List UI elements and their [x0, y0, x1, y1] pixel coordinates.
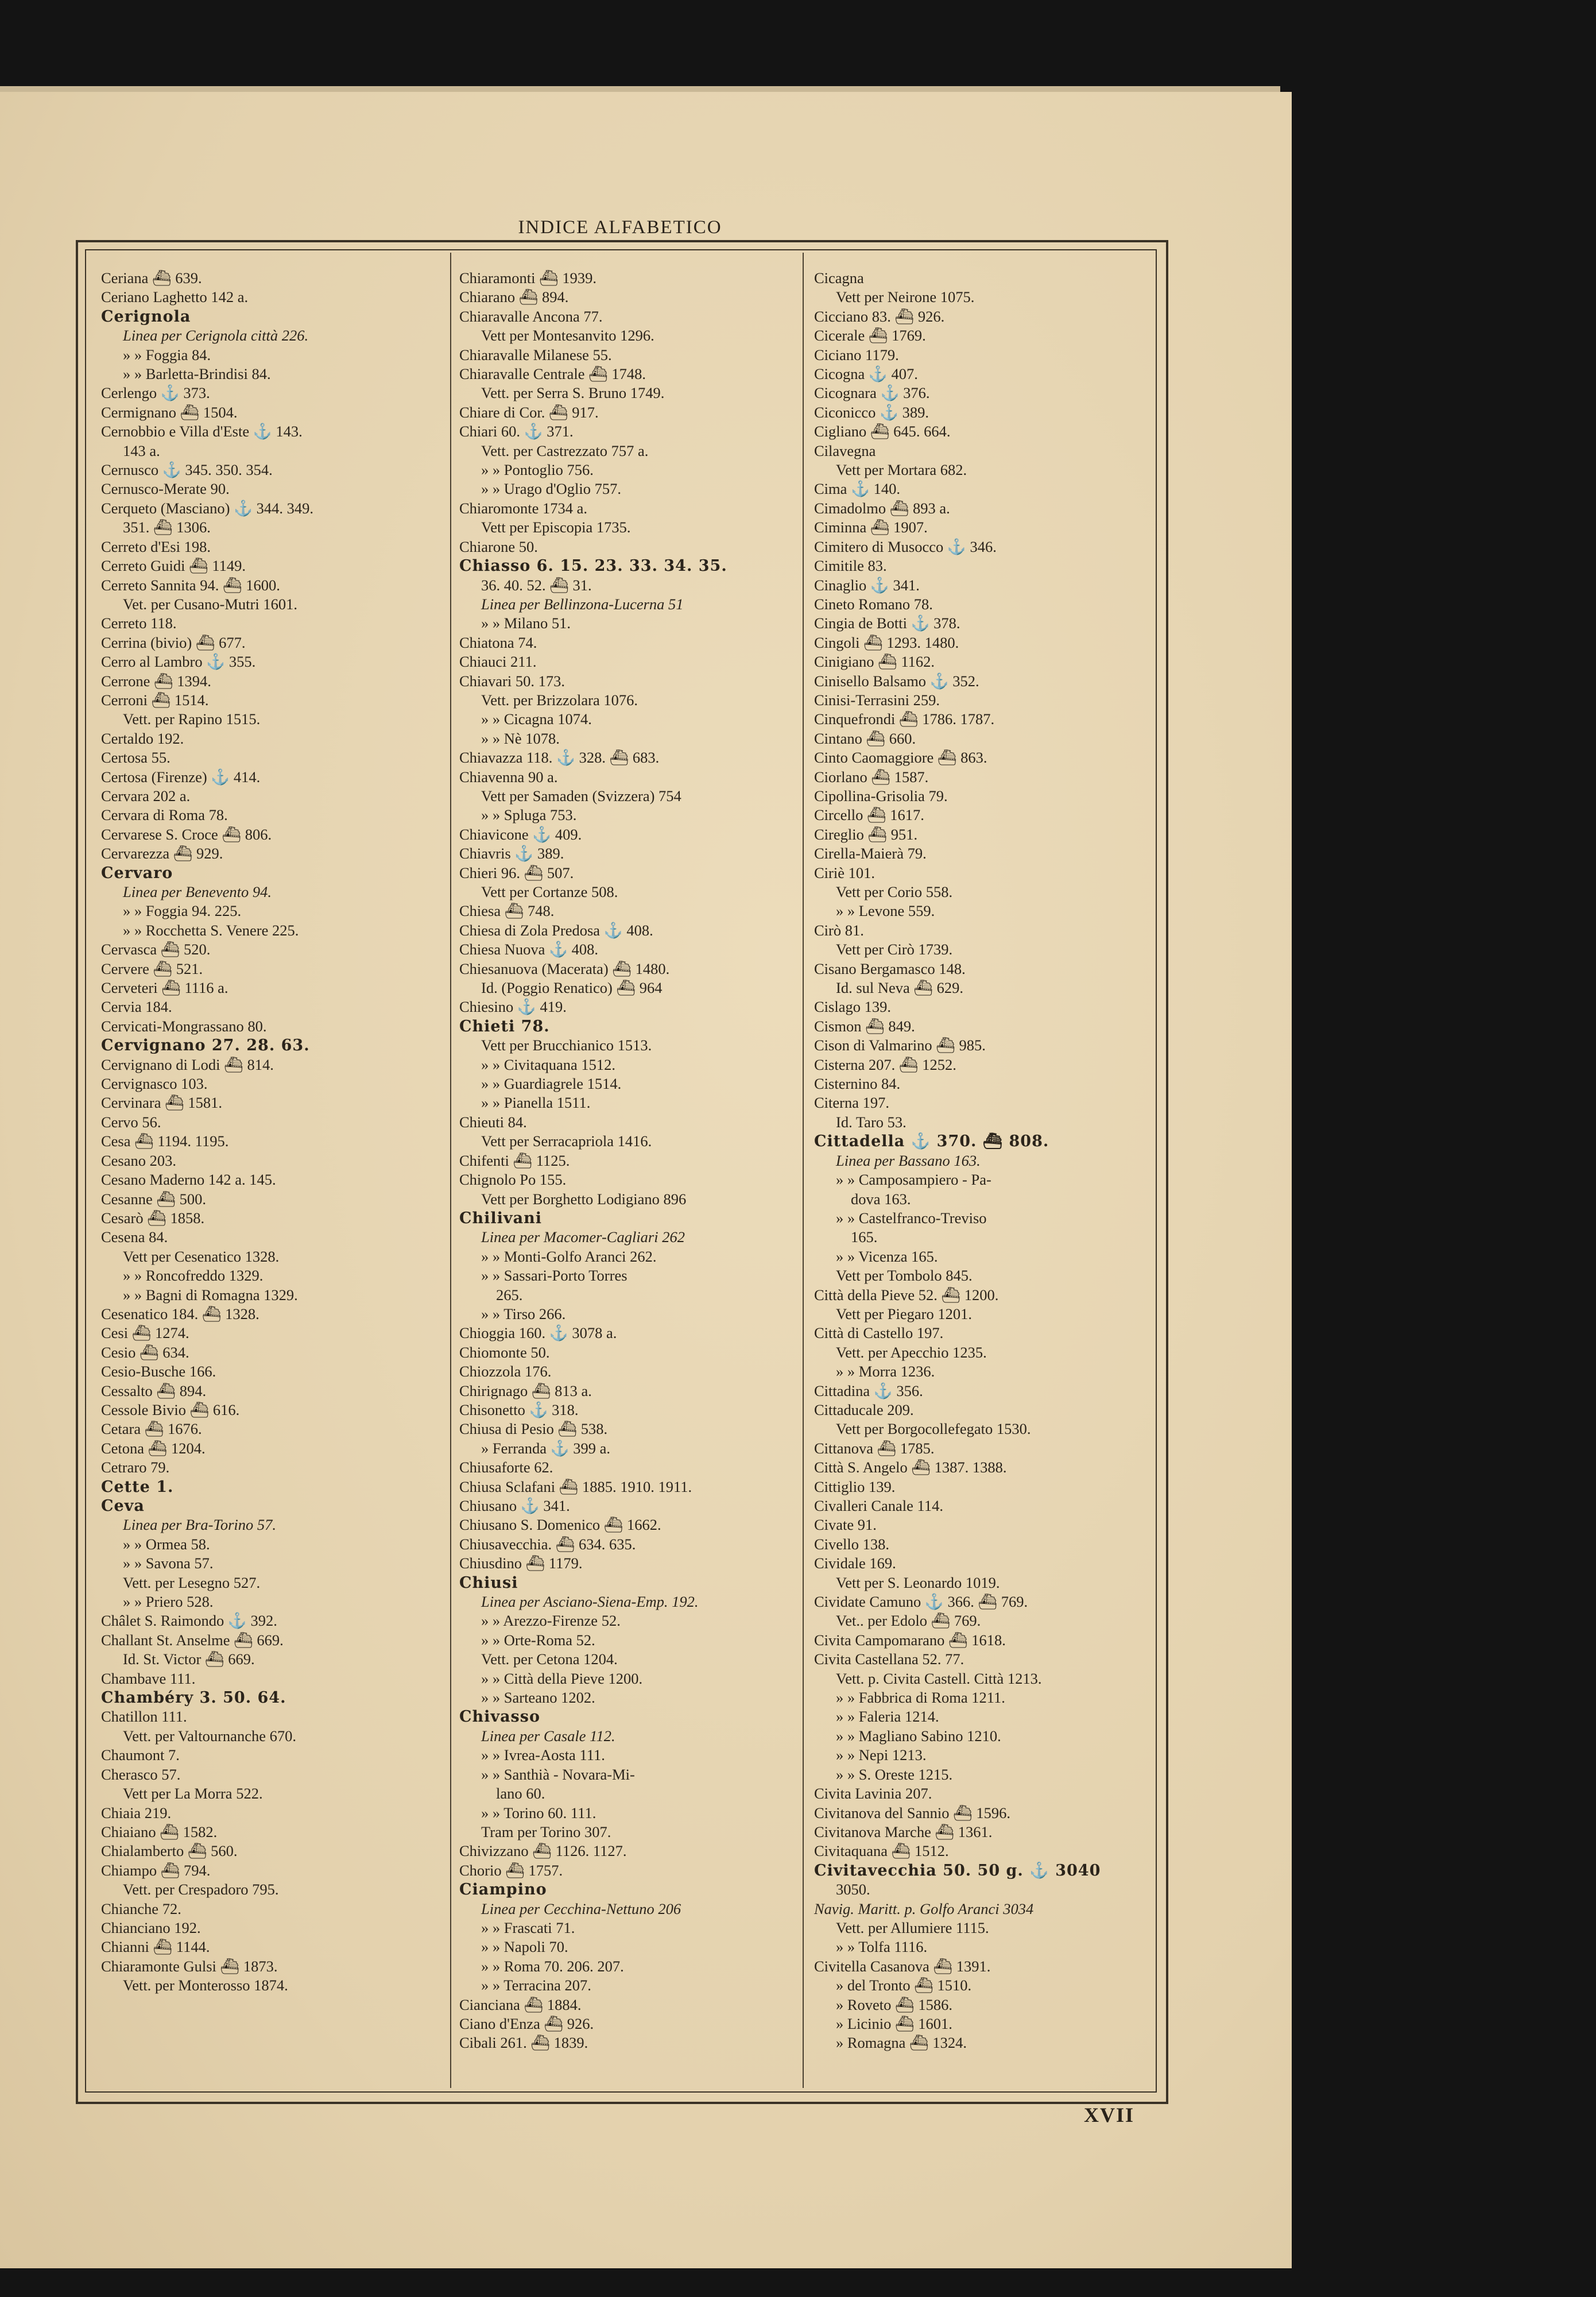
index-entry: Tram per Torino 307.	[481, 1823, 611, 1840]
index-entry: Cingia de Botti ⚓ 378.	[814, 614, 960, 632]
index-entry: Chiesa di Zola Predosa ⚓ 408.	[459, 921, 653, 939]
index-entry: Chiesino ⚓ 419.	[459, 998, 567, 1016]
index-entry: Chiavazza 118. ⚓ 328. ⛴ 683.	[459, 749, 660, 767]
index-entry: Cesano 203.	[101, 1151, 177, 1169]
index-entry: » » Tirso 266.	[481, 1305, 566, 1322]
index-entry: Civitanova del Sannio ⛴ 1596.	[814, 1804, 1011, 1822]
index-entry: Navig. Maritt. p. Golfo Aranci 3034	[814, 1900, 1034, 1917]
index-entry: Chiavris ⚓ 389.	[459, 845, 564, 863]
index-entry: Civalleri Canale 114.	[814, 1497, 943, 1514]
index-entry: Vett. per Serra S. Bruno 1749.	[481, 384, 665, 402]
index-entry: Chatillon 111.	[101, 1708, 187, 1726]
index-entry: Vett. per Castrezzato 757 a.	[481, 442, 649, 459]
index-entry: Cerqueto (Masciano) ⚓ 344. 349.	[101, 499, 314, 517]
index-entry: Cisterna 207. ⛴ 1252.	[814, 1055, 956, 1073]
index-entry: » » Urago d'Oglio 757.	[481, 480, 621, 498]
index-entry: Chiaravalle Ancona 77.	[459, 307, 603, 325]
index-entry: Cermignano ⛴ 1504.	[101, 403, 238, 421]
index-entry: Chiasso 6. 15. 23. 33. 34. 35.	[459, 557, 727, 575]
index-entry: Chiesa ⛴ 748.	[459, 902, 555, 920]
index-entry: Chiusavecchia. ⛴ 634. 635.	[459, 1535, 636, 1553]
index-entry: Cesanne ⛴ 500.	[101, 1190, 207, 1208]
index-entry: Cirella-Maierà 79.	[814, 845, 927, 863]
index-entry: Vett per Cortanze 508.	[481, 883, 618, 900]
index-entry: » » Pontoglio 756.	[481, 461, 594, 479]
index-entry: Vett per Cesenatico 1328.	[123, 1247, 280, 1265]
index-entry: Cerreto 118.	[101, 614, 177, 632]
index-entry: Cesena 84.	[101, 1228, 168, 1246]
index-entry: » » Ormea 58.	[123, 1535, 210, 1553]
index-entry: Cetona ⛴ 1204.	[101, 1439, 206, 1457]
index-entry: Vett per Brucchianico 1513.	[481, 1037, 652, 1054]
index-entry: Cittadina ⚓ 356.	[814, 1382, 923, 1399]
index-entry: Cervara di Roma 78.	[101, 806, 228, 824]
index-entry: Cisternino 84.	[814, 1075, 901, 1093]
index-entry: Cigliano ⛴ 645. 664.	[814, 423, 951, 440]
index-entry: Id. St. Victor ⛴ 669.	[123, 1650, 255, 1668]
index-entry: Cervere ⛴ 521.	[101, 960, 203, 977]
column-rule-2	[803, 253, 804, 2088]
index-entry: Chirignago ⛴ 813 a.	[459, 1382, 592, 1399]
index-entry: » » Cicagna 1074.	[481, 710, 592, 728]
index-entry: Linea per Benevento 94.	[123, 883, 272, 900]
index-entry: Cesa ⛴ 1194. 1195.	[101, 1132, 229, 1150]
index-entry: Citerna 197.	[814, 1094, 889, 1112]
index-entry: Cessalto ⛴ 894.	[101, 1382, 207, 1399]
index-entry: Chilivani	[459, 1209, 542, 1227]
index-entry: Cinigiano ⛴ 1162.	[814, 653, 935, 671]
index-entry: » » Foggia 94. 225.	[123, 902, 242, 920]
index-entry: Chiozzola 176.	[459, 1363, 552, 1380]
index-entry: Civitanova Marche ⛴ 1361.	[814, 1823, 993, 1840]
index-entry: Ciminna ⛴ 1907.	[814, 519, 928, 536]
index-entry: Cervara 202 a.	[101, 787, 191, 805]
index-entry: Vett per La Morra 522.	[123, 1785, 263, 1803]
index-entry: Ciorlano ⛴ 1587.	[814, 768, 929, 786]
index-entry: Cittadella ⚓ 370. ⛴ 808.	[814, 1132, 1049, 1151]
index-entry: » » Magliano Sabino 1210.	[836, 1727, 1001, 1745]
index-entry: Vett per Neirone 1075.	[836, 288, 975, 306]
index-entry: » » Terracina 207.	[481, 1977, 591, 1994]
index-entry: Cervinara ⛴ 1581.	[101, 1094, 222, 1112]
index-entry: » » S. Oreste 1215.	[836, 1765, 953, 1783]
index-entry: Cerrina (bivio) ⛴ 677.	[101, 633, 246, 651]
index-entry: Chianni ⛴ 1144.	[101, 1938, 210, 1956]
index-entry: Chieuti 84.	[459, 1113, 527, 1131]
index-entry: Chiaiano ⛴ 1582.	[101, 1823, 218, 1840]
index-entry: Linea per Casale 112.	[481, 1727, 615, 1745]
index-entry: » » Camposampiero - Pa-	[836, 1171, 991, 1189]
index-entry: Chioggia 160. ⚓ 3078 a.	[459, 1324, 617, 1342]
index-entry: Civita Lavinia 207.	[814, 1785, 932, 1803]
index-entry: Chiauci 211.	[459, 653, 537, 671]
running-head: INDICE ALFABETICO	[518, 217, 722, 238]
index-entry: Vett. per Monterosso 1874.	[123, 1977, 288, 1994]
page-number: XVII	[1084, 2103, 1135, 2126]
index-entry: Cerreto d'Esi 198.	[101, 537, 211, 555]
index-entry: Ciano d'Enza ⛴ 926.	[459, 2014, 594, 2032]
index-entry: Vet. per Cusano-Mutri 1601.	[123, 595, 297, 613]
index-entry: » » Arezzo-Firenze 52.	[481, 1612, 621, 1630]
index-entry: » » Savona 57.	[123, 1554, 214, 1572]
index-entry: 36. 40. 52. ⛴ 31.	[481, 576, 592, 594]
index-entry: Vett per Corio 558.	[836, 883, 953, 900]
index-entry: Vett. per Valtournanche 670.	[123, 1727, 296, 1745]
index-entry: 3050.	[836, 1881, 870, 1898]
index-entry: Linea per Bra-Torino 57.	[123, 1516, 276, 1534]
index-entry: » » Pianella 1511.	[481, 1094, 591, 1112]
index-entry: Cervignasco 103.	[101, 1075, 208, 1093]
index-entry: Vett per Mortara 682.	[836, 461, 967, 479]
index-entry: Vett. per Crespadoro 795.	[123, 1881, 279, 1898]
column-rule-1	[450, 253, 451, 2088]
index-entry: Chiomonte 50.	[459, 1343, 550, 1361]
index-entry: Chiusdino ⛴ 1179.	[459, 1554, 583, 1572]
index-entry: Id. sul Neva ⛴ 629.	[836, 979, 964, 997]
index-entry: Chiarone 50.	[459, 537, 538, 555]
index-entry: Civita Castellana 52. 77.	[814, 1650, 964, 1668]
index-entry: Chiesanuova (Macerata) ⛴ 1480.	[459, 960, 670, 977]
index-entry: Chialamberto ⛴ 560.	[101, 1842, 238, 1860]
index-entry: Cinaglio ⚓ 341.	[814, 576, 920, 594]
index-entry: Cipollina-Grisolia 79.	[814, 787, 948, 805]
index-entry: Vett. per Apecchio 1235.	[836, 1343, 987, 1361]
index-entry: Cittaducale 209.	[814, 1401, 914, 1418]
index-entry: Chiaromonte 1734 a.	[459, 499, 587, 517]
index-entry: Cesio-Busche 166.	[101, 1363, 216, 1380]
index-entry: Cervignano di Lodi ⛴ 814.	[101, 1055, 274, 1073]
index-entry: Ceva	[101, 1497, 145, 1515]
index-entry: Cesano Maderno 142 a. 145.	[101, 1171, 276, 1189]
index-entry: Chiavari 50. 173.	[459, 672, 565, 690]
index-entry: » » Città della Pieve 1200.	[481, 1669, 643, 1687]
index-entry: » Ferranda ⚓ 399 a.	[481, 1439, 611, 1457]
index-entry: Ciconicco ⚓ 389.	[814, 403, 929, 421]
index-entry: Cervo 56.	[101, 1113, 161, 1131]
index-entry: Ciciano 1179.	[814, 346, 899, 364]
index-entry: Cividate Camuno ⚓ 366. ⛴ 769.	[814, 1593, 1028, 1611]
index-entry: Chiavenna 90 a.	[459, 768, 558, 786]
index-entry: Civello 138.	[814, 1535, 890, 1553]
index-entry: lano 60.	[496, 1785, 545, 1803]
index-entry: » » Nè 1078.	[481, 729, 560, 747]
index-entry: Ceriano Laghetto 142 a.	[101, 288, 249, 306]
index-entry: Cervia 184.	[101, 998, 172, 1016]
index-entry: » » Foggia 84.	[123, 346, 211, 364]
index-entry: Id. (Poggio Renatico) ⛴ 964	[481, 979, 663, 997]
index-entry: Chignolo Po 155.	[459, 1171, 567, 1189]
index-entry: Cianciana ⛴ 1884.	[459, 1996, 582, 2013]
index-entry: Civitavecchia 50. 50 g. ⚓ 3040	[814, 1861, 1101, 1880]
index-entry: Cerreto Guidi ⛴ 1149.	[101, 557, 246, 575]
index-entry: » » Roma 70. 206. 207.	[481, 1957, 624, 1975]
index-entry: » » Roncofreddo 1329.	[123, 1267, 264, 1285]
index-entry: Chiari 60. ⚓ 371.	[459, 423, 574, 440]
index-entry: » » Torino 60. 111.	[481, 1804, 596, 1822]
index-entry: Circello ⛴ 1617.	[814, 806, 924, 824]
index-entry: Ciriè 101.	[814, 864, 875, 881]
index-entry: Chiusa Sclafani ⛴ 1885. 1910. 1911.	[459, 1478, 692, 1495]
index-entry: Civita Campomarano ⛴ 1618.	[814, 1631, 1006, 1649]
index-entry: dova 163.	[851, 1190, 911, 1208]
index-entry: Chiaravalle Centrale ⛴ 1748.	[459, 365, 646, 383]
index-entry: 351. ⛴ 1306.	[123, 519, 211, 536]
index-entry: Vett per Serracapriola 1416.	[481, 1132, 652, 1150]
index-entry: Chiaramonte Gulsi ⛴ 1873.	[101, 1957, 278, 1975]
index-entry: Cerveteri ⛴ 1116 a.	[101, 979, 228, 997]
index-entry: Challant St. Anselme ⛴ 669.	[101, 1631, 284, 1649]
index-entry: Cerignola	[101, 307, 191, 326]
index-entry: » » Guardiagrele 1514.	[481, 1075, 622, 1093]
index-entry: » Romagna ⛴ 1324.	[836, 2034, 967, 2052]
index-entry: Cineto Romano 78.	[814, 595, 933, 613]
index-entry: Certosa (Firenze) ⚓ 414.	[101, 768, 261, 786]
index-entry: Chaumont 7.	[101, 1746, 180, 1764]
index-entry: Cicagna	[814, 269, 864, 287]
index-entry: » » Levone 559.	[836, 902, 935, 920]
index-entry: Chieri 96. ⛴ 507.	[459, 864, 574, 881]
index-entry: Linea per Cerignola città 226.	[123, 327, 309, 345]
index-entry: Vett per Tombolo 845.	[836, 1267, 973, 1285]
index-entry: » » Tolfa 1116.	[836, 1938, 928, 1956]
index-entry: Cetraro 79.	[101, 1459, 170, 1476]
index-entry: Cireglio ⛴ 951.	[814, 825, 918, 843]
index-entry: Chianciano 192.	[101, 1919, 201, 1936]
index-entry: Cervarezza ⛴ 929.	[101, 845, 223, 863]
index-entry: Chivasso	[459, 1708, 540, 1726]
index-entry: Cinto Caomaggiore ⛴ 863.	[814, 749, 987, 767]
index-entry: Cittanova ⛴ 1785.	[814, 1439, 935, 1457]
index-entry: Chiaravalle Milanese 55.	[459, 346, 612, 364]
index-entry: 143 a.	[123, 442, 160, 459]
index-entry: Cetara ⛴ 1676.	[101, 1420, 202, 1438]
index-entry: Città S. Angelo ⛴ 1387. 1388.	[814, 1459, 1007, 1476]
index-entry: Chiusaforte 62.	[459, 1459, 553, 1476]
index-entry: Vett. p. Civita Castell. Città 1213.	[836, 1669, 1042, 1687]
index-entry: Cintano ⛴ 660.	[814, 729, 916, 747]
index-entry: Chianche 72.	[101, 1900, 181, 1917]
index-entry: Chiarano ⛴ 894.	[459, 288, 569, 306]
index-entry: Cernobbio e Villa d'Este ⚓ 143.	[101, 423, 303, 440]
index-entry: Chiavicone ⚓ 409.	[459, 825, 582, 843]
index-entry: Cernusco-Merate 90.	[101, 480, 230, 498]
index-entry: Chifenti ⛴ 1125.	[459, 1151, 570, 1169]
index-entry: Chiare di Cor. ⛴ 917.	[459, 403, 599, 421]
index-entry: Cerreto Sannita 94. ⛴ 1600.	[101, 576, 280, 594]
index-entry: Chisonetto ⚓ 318.	[459, 1401, 579, 1418]
index-entry: Cervignano 27. 28. 63.	[101, 1037, 310, 1055]
index-entry: Ceriana ⛴ 639.	[101, 269, 202, 287]
index-entry: Cette 1.	[101, 1478, 174, 1496]
index-entry: » » Spluga 753.	[481, 806, 577, 824]
index-entry: Vett per Borgocollefegato 1530.	[836, 1420, 1031, 1438]
index-entry: Cervasca ⛴ 520.	[101, 941, 211, 958]
index-entry: Cicogna ⚓ 407.	[814, 365, 918, 383]
index-entry: Linea per Bassano 163.	[836, 1151, 981, 1169]
index-entry: » » Sassari-Porto Torres	[481, 1267, 627, 1285]
index-entry: Chiatona 74.	[459, 633, 537, 651]
index-entry: » » Rocchetta S. Venere 225.	[123, 921, 299, 939]
index-entry: Vett. per Brizzolara 1076.	[481, 691, 638, 709]
index-entry: Certaldo 192.	[101, 729, 184, 747]
index-entry: Cernusco ⚓ 345. 350. 354.	[101, 461, 273, 479]
index-entry: » » Frascati 71.	[481, 1919, 575, 1936]
index-entry: Vett. per Allumiere 1115.	[836, 1919, 989, 1936]
index-entry: Cinisello Balsamo ⚓ 352.	[814, 672, 979, 690]
index-entry: Chiesa Nuova ⚓ 408.	[459, 941, 599, 958]
index-entry: Chiusano ⚓ 341.	[459, 1497, 570, 1514]
index-entry: » Licinio ⛴ 1601.	[836, 2014, 952, 2032]
index-entry: » » Nepi 1213.	[836, 1746, 927, 1764]
index-entry: » » Monti-Golfo Aranci 262.	[481, 1247, 657, 1265]
index-entry: Vett per Piegaro 1201.	[836, 1305, 972, 1322]
index-entry: Linea per Asciano-Siena-Emp. 192.	[481, 1593, 699, 1611]
index-entry: Cicerale ⛴ 1769.	[814, 327, 926, 345]
index-entry: Cesenatico 184. ⛴ 1328.	[101, 1305, 259, 1322]
index-entry: Ciampino	[459, 1881, 547, 1899]
index-entry: Chorio ⛴ 1757.	[459, 1861, 563, 1879]
index-entry: » » Morra 1236.	[836, 1363, 935, 1380]
index-entry: » » Faleria 1214.	[836, 1708, 939, 1726]
index-entry: » » Sarteano 1202.	[481, 1689, 595, 1707]
index-entry: Città di Castello 197.	[814, 1324, 944, 1342]
index-entry: » » Civitaquana 1512.	[481, 1055, 616, 1073]
index-entry: Vett. per Rapino 1515.	[123, 710, 261, 728]
index-column-2	[459, 269, 798, 2053]
index-entry: » » Milano 51.	[481, 614, 571, 632]
index-entry: Chiusano S. Domenico ⛴ 1662.	[459, 1516, 661, 1534]
index-entry: Civitella Casanova ⛴ 1391.	[814, 1957, 991, 1975]
index-entry: Cima ⚓ 140.	[814, 480, 901, 498]
index-entry: Cislago 139.	[814, 998, 891, 1016]
index-entry: Cividale 169.	[814, 1554, 896, 1572]
index-entry: Città della Pieve 52. ⛴ 1200.	[814, 1286, 999, 1304]
index-entry: Chambéry 3. 50. 64.	[101, 1689, 286, 1707]
index-entry: Cilavegna	[814, 442, 876, 459]
index-entry: Cinisi-Terrasini 259.	[814, 691, 940, 709]
index-entry: Vett. per Cetona 1204.	[481, 1650, 618, 1668]
index-entry: Chiusi	[459, 1573, 518, 1592]
index-entry: Cesio ⛴ 634.	[101, 1343, 189, 1361]
index-entry: Cimitile 83.	[814, 557, 887, 575]
index-entry: Chivizzano ⛴ 1126. 1127.	[459, 1842, 627, 1860]
index-entry: Linea per Macomer-Cagliari 262	[481, 1228, 685, 1246]
index-entry: Cirò 81.	[814, 921, 864, 939]
index-entry: » » Santhià - Novara-Mi-	[481, 1765, 635, 1783]
index-column-1	[101, 269, 440, 1996]
index-entry: Chiaramonti ⛴ 1939.	[459, 269, 596, 287]
index-entry: Châlet S. Raimondo ⚓ 392.	[101, 1612, 277, 1630]
index-entry: Vet.. per Edolo ⛴ 769.	[836, 1612, 981, 1630]
index-entry: Cerro al Lambro ⚓ 355.	[101, 653, 256, 671]
index-entry: Civate 91.	[814, 1516, 877, 1534]
index-entry: » Roveto ⛴ 1586.	[836, 1996, 952, 2013]
index-entry: Certosa 55.	[101, 749, 171, 767]
index-entry: Cerroni ⛴ 1514.	[101, 691, 209, 709]
index-entry: Cimitero di Musocco ⚓ 346.	[814, 537, 997, 555]
index-entry: Vett per Borghetto Lodigiano 896	[481, 1190, 687, 1208]
index-entry: 165.	[851, 1228, 878, 1246]
index-entry: Chambave 111.	[101, 1669, 196, 1687]
index-entry: Cisano Bergamasco 148.	[814, 960, 966, 977]
index-entry: Id. Taro 53.	[836, 1113, 907, 1131]
index-entry: Vett. per Lesegno 527.	[123, 1573, 261, 1591]
index-entry: Cimadolmo ⛴ 893 a.	[814, 499, 950, 517]
index-entry: » » Castelfranco-Treviso	[836, 1209, 987, 1227]
index-entry: Chiampo ⛴ 794.	[101, 1861, 211, 1879]
index-entry: Cison di Valmarino ⛴ 985.	[814, 1037, 986, 1054]
index-entry: Cervaro	[101, 864, 173, 882]
index-entry: Chiusa di Pesio ⛴ 538.	[459, 1420, 608, 1438]
index-entry: Cibali 261. ⛴ 1839.	[459, 2034, 588, 2052]
index-entry: Cismon ⛴ 849.	[814, 1017, 915, 1035]
index-entry: 265.	[496, 1286, 523, 1304]
index-entry: Cesarò ⛴ 1858.	[101, 1209, 205, 1227]
index-entry: Cervarese S. Croce ⛴ 806.	[101, 825, 272, 843]
index-entry: » » Priero 528.	[123, 1593, 214, 1611]
index-entry: Cinquefrondi ⛴ 1786. 1787.	[814, 710, 995, 728]
index-entry: » » Fabbrica di Roma 1211.	[836, 1689, 1005, 1707]
index-entry: Vett per Montesanvito 1296.	[481, 327, 654, 345]
index-column-3	[814, 269, 1153, 2053]
index-entry: » del Tronto ⛴ 1510.	[836, 1977, 972, 1994]
index-entry: Cherasco 57.	[101, 1765, 181, 1783]
index-entry: Chieti 78.	[459, 1017, 550, 1035]
index-entry: Cervicati-Mongrassano 80.	[101, 1017, 267, 1035]
index-entry: Cicognara ⚓ 376.	[814, 384, 930, 402]
index-entry: » » Barletta-Brindisi 84.	[123, 365, 271, 383]
index-entry: Civitaquana ⛴ 1512.	[814, 1842, 949, 1860]
index-entry: Vett per S. Leonardo 1019.	[836, 1573, 1000, 1591]
index-entry: Cingoli ⛴ 1293. 1480.	[814, 633, 959, 651]
index-entry: » » Ivrea-Aosta 111.	[481, 1746, 605, 1764]
index-entry: Vett per Episcopia 1735.	[481, 519, 631, 536]
index-entry: » » Orte-Roma 52.	[481, 1631, 595, 1649]
index-entry: Cicciano 83. ⛴ 926.	[814, 307, 945, 325]
index-entry: Cerrone ⛴ 1394.	[101, 672, 211, 690]
index-entry: Vett per Samaden (Svizzera) 754	[481, 787, 681, 805]
index-entry: Linea per Cecchina-Nettuno 206	[481, 1900, 681, 1917]
index-entry: Linea per Bellinzona-Lucerna 51	[481, 595, 684, 613]
index-entry: » » Bagni di Romagna 1329.	[123, 1286, 298, 1304]
index-entry: Cesi ⛴ 1274.	[101, 1324, 189, 1342]
index-entry: » » Napoli 70.	[481, 1938, 568, 1956]
index-entry: Cerlengo ⚓ 373.	[101, 384, 210, 402]
index-entry: Cessole Bivio ⛴ 616.	[101, 1401, 240, 1418]
index-entry: Vett per Cirò 1739.	[836, 941, 953, 958]
index-entry: Cittiglio 139.	[814, 1478, 896, 1495]
index-entry: Chiaia 219.	[101, 1804, 172, 1822]
index-entry: » » Vicenza 165.	[836, 1247, 938, 1265]
